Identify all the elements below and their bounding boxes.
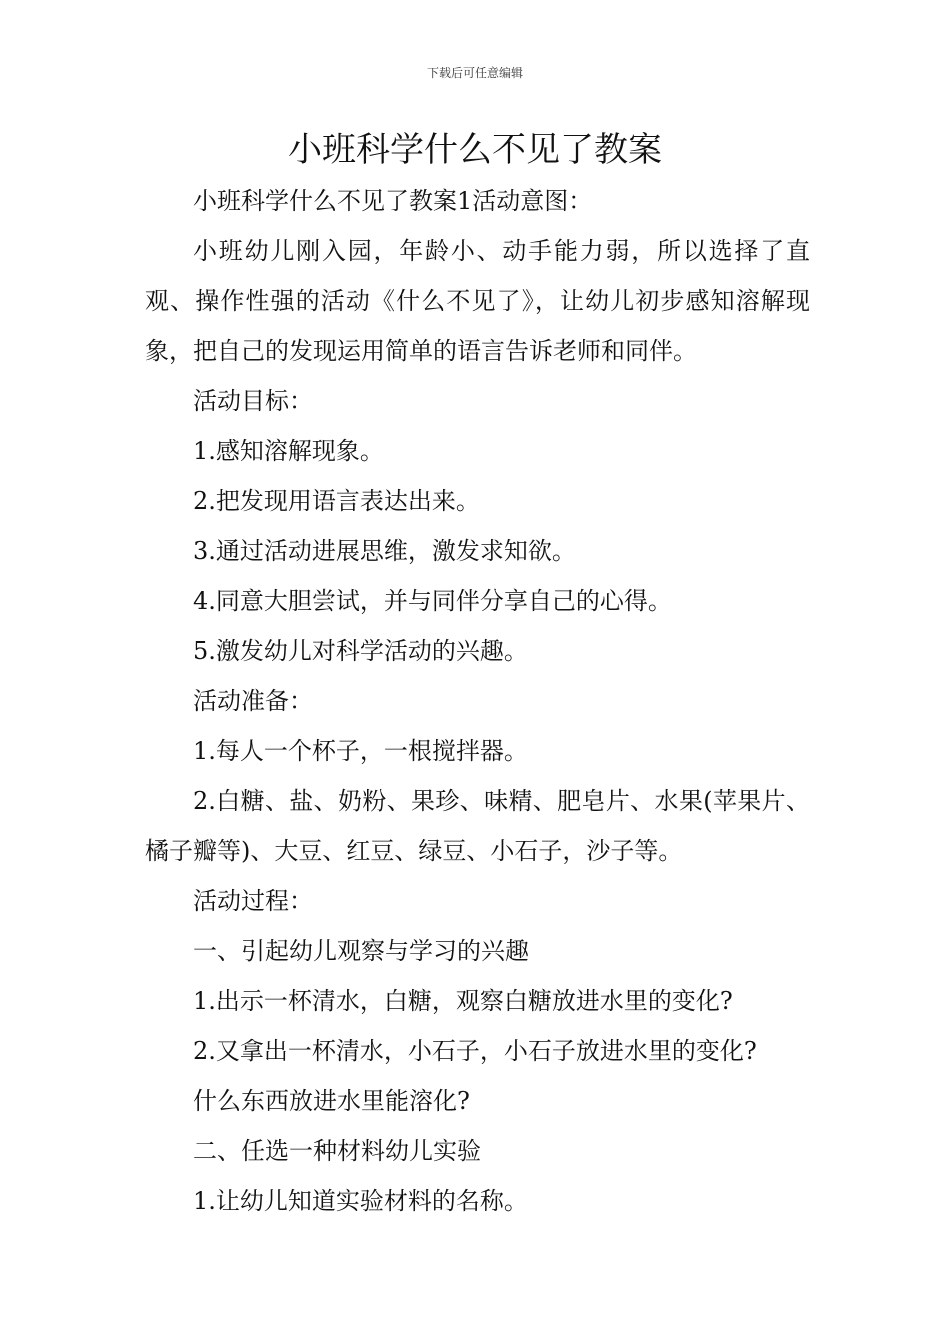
page-header-note: 下载后可任意编辑 — [426, 66, 523, 80]
process-step-3: 1.让幼儿知道实验材料的名称。 — [193, 1187, 528, 1215]
heading-preparation: 活动准备： — [193, 687, 313, 715]
process-step-2: 2.又拿出一杯清水，小石子，小石子放进水里的变化? — [193, 1037, 757, 1065]
paragraph-intro-heading: 小班科学什么不见了教案1活动意图： — [193, 187, 593, 215]
goal-item-2: 2.把发现用语言表达出来。 — [193, 487, 480, 515]
heading-goals: 活动目标： — [193, 387, 313, 415]
goal-item-4: 4.同意大胆尝试，并与同伴分享自己的心得。 — [193, 587, 672, 615]
goal-item-1: 1.感知溶解现象。 — [193, 437, 384, 465]
document-title: 小班科学什么不见了教案 — [288, 130, 662, 170]
preparation-item-2: 2.白糖、盐、奶粉、果珍、味精、肥皂片、水果(苹果片、橘子瓣等)、大豆、红豆、绿豆、小石子，沙子等。 — [145, 787, 810, 865]
process-section-2: 二、任选一种材料幼儿实验 — [193, 1137, 481, 1165]
goal-item-5: 5.激发幼儿对科学活动的兴趣。 — [193, 637, 528, 665]
heading-process: 活动过程： — [193, 887, 313, 915]
goal-item-3: 3.通过活动进展思维，激发求知欲。 — [193, 537, 576, 565]
process-step-1: 1.出示一杯清水，白糖，观察白糖放进水里的变化? — [193, 987, 733, 1015]
document-body — [145, 176, 810, 1226]
preparation-item-1: 1.每人一个杯子，一根搅拌器。 — [193, 737, 528, 765]
process-question: 什么东西放进水里能溶化? — [193, 1087, 470, 1115]
paragraph-intent: 小班幼儿刚入园，年龄小、动手能力弱，所以选择了直观、操作性强的活动《什么不见了》，让幼儿初步感知溶解现象，把自己的发现运用简单的语言告诉老师和同伴。 — [145, 237, 810, 365]
process-section-1: 一、引起幼儿观察与学习的兴趣 — [193, 937, 529, 965]
